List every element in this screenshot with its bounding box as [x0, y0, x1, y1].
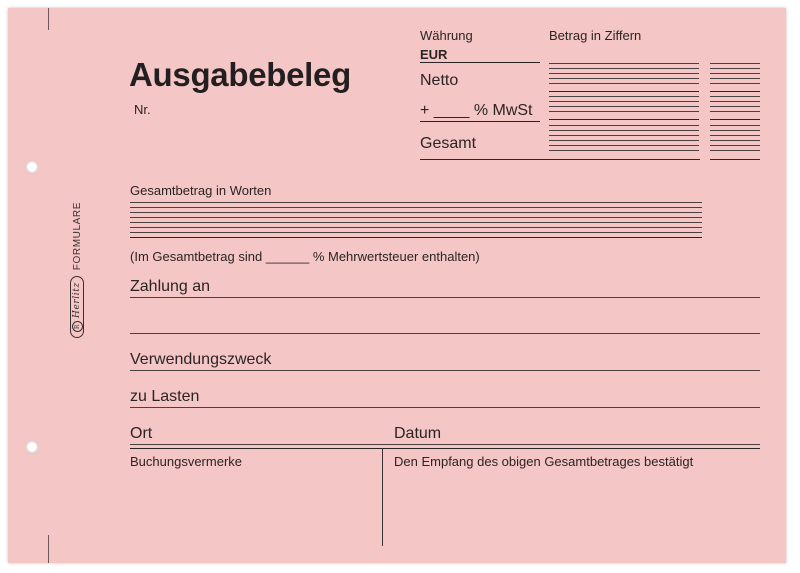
brand-logo: RHerlitz [70, 276, 84, 338]
total-label: Gesamt [420, 135, 477, 152]
fold-mark-top [48, 8, 49, 30]
payment-to-label: Zahlung an [130, 278, 211, 295]
brand-strip [70, 202, 84, 338]
currency-underline [420, 62, 540, 63]
purpose-line [130, 370, 760, 371]
vat-underline [420, 121, 540, 122]
form-title: Ausgabebeleg [129, 56, 351, 93]
receipt-confirmation-label: Den Empfang des obigen Gesamtbetrages bestätigt [394, 454, 694, 469]
vat-note: (Im Gesamtbetrag sind ______ % Mehrwertsteuer enthalten) [130, 249, 480, 264]
punch-hole-bottom [26, 441, 38, 453]
brand-side-text: FORMULARE [71, 202, 83, 271]
payment-to-line [130, 297, 760, 298]
netto-label: Netto [420, 72, 459, 89]
charge-to-line [130, 407, 760, 408]
total-words-label: Gesamtbetrag in Worten [130, 183, 272, 198]
booking-notes-label: Buchungsvermerke [130, 454, 242, 469]
nr-label: Nr. [134, 102, 151, 117]
purpose-label: Verwendungszweck [130, 351, 272, 368]
currency-value: EUR [420, 47, 448, 62]
date-label: Datum [394, 425, 442, 442]
payment-to-line-2 [130, 333, 760, 334]
place-label: Ort [130, 425, 153, 442]
currency-label: Währung [420, 28, 473, 43]
total-underline [420, 159, 700, 160]
place-date-line [130, 444, 760, 445]
charge-to-label: zu Lasten [130, 388, 200, 405]
amount-digits-label: Betrag in Ziffern [549, 28, 642, 43]
receipt-form [8, 8, 786, 563]
place-date-line-2 [130, 448, 760, 449]
bottom-divider [382, 448, 383, 546]
punch-hole-top [26, 161, 38, 173]
vat-label: + ____ % MwSt [420, 102, 533, 119]
fold-mark-bottom [48, 535, 49, 563]
